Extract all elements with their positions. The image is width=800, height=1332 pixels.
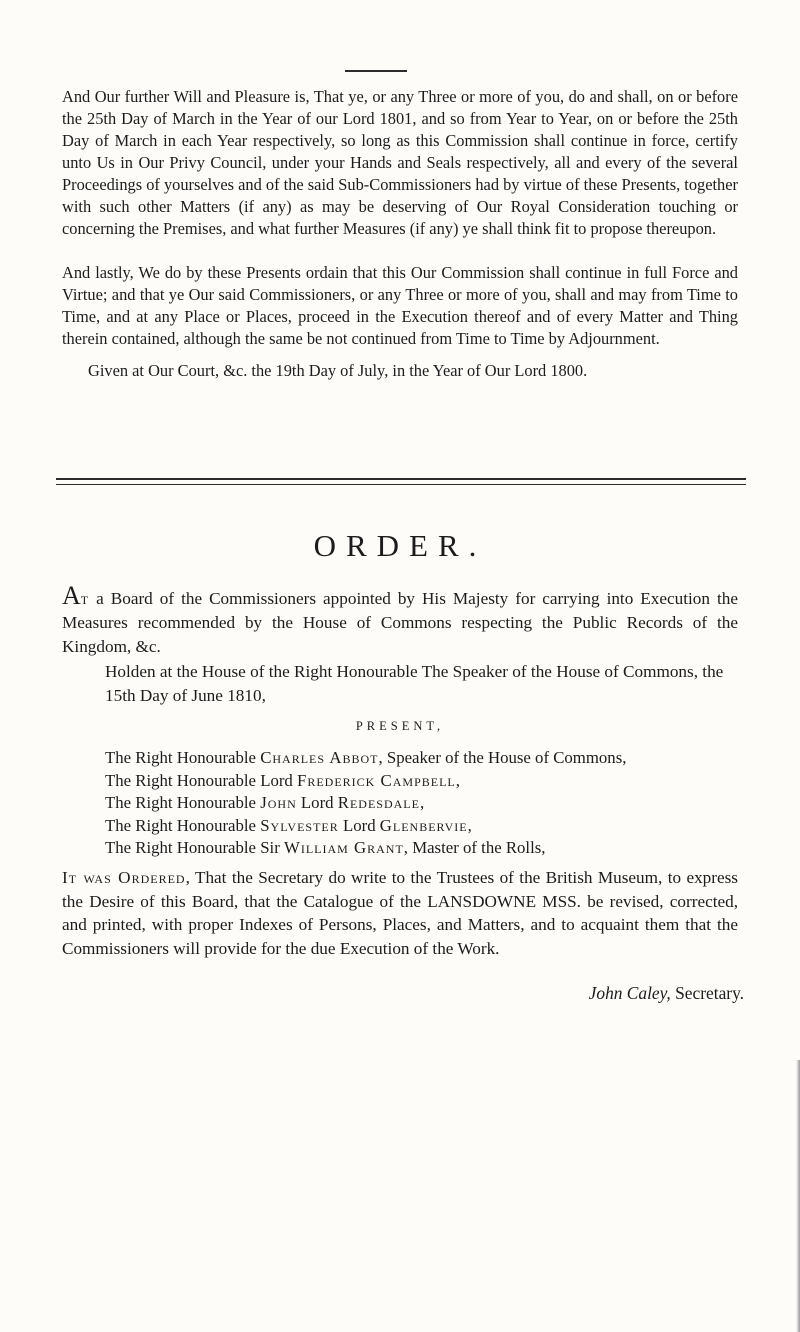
ordered-text: , That the Secretary do write to the Trustees of the British Museum, to express the Desire of this Board, that the Catalogue of the LANSDOWNE MSS. be revised, corrected, and printed, with proper Indexes of Persons, Places, and Matters, and to acquaint them that the Commissioners will provide for the due Execution of the Work. xyxy=(62,868,738,958)
member-name: Sylvester xyxy=(260,815,339,835)
holden-at-line: Holden at the House of the Right Honourable The Speaker of the House of Commons, the 15th Day of June 1810, xyxy=(105,662,724,705)
member-peerage: Glenbervie xyxy=(379,815,468,835)
commission-paragraph-1: And Our further Will and Pleasure is, That ye, or any Three or more of you, do and shall, on or before the 25th Day of March in the Year of our Lord 1801, and so from Year to Year, on or before the 25th Day of March in each Year respectively, so long as this Commission shall continue in force, certify unto Us in Our Privy Council, under your Hands and Seals respectively, all and every of the several Proceedings of yourselves and of the said Sub-Commissioners had by virtue of these Presents, together with such other Matters (if any) as may be deserving of Our Royal Consideration touching or concerning the Premises, and what further Measures (if any) ye shall think fit to propose thereupon. xyxy=(62,87,738,238)
member-prefix: The Right Honourable xyxy=(105,748,261,767)
members-present-list xyxy=(105,747,755,860)
member-suffix: , xyxy=(419,793,425,812)
member-suffix: , xyxy=(467,815,472,835)
member-prefix: The Right Honourable xyxy=(105,793,261,812)
signature-name: John Caley, xyxy=(588,983,671,1003)
drop-cap: A xyxy=(62,581,81,610)
present-heading: PRESENT, xyxy=(355,719,445,733)
member-name: Charles Abbot xyxy=(260,748,379,767)
member-title: Lord xyxy=(338,815,380,835)
member-line xyxy=(105,770,755,793)
page-edge-shadow xyxy=(796,1060,800,1332)
order-resolution-paragraph xyxy=(62,866,738,960)
member-line xyxy=(105,792,755,815)
signature-title: Secretary. xyxy=(670,983,744,1003)
member-name: Frederick Campbell xyxy=(297,770,456,790)
member-name: John xyxy=(260,793,297,812)
opening-text: a Board of the Commissioners appointed by His Majesty for carrying into Execution the Measures recommended by the House of Commons respecting the Public Records of the Kingdom, &c. xyxy=(62,589,738,656)
member-line xyxy=(105,837,755,860)
top-rule xyxy=(345,70,407,72)
commission-paragraph-2: And lastly, We do by these Presents ordain that this Our Commission shall continue in full Force and Virtue; and that ye Our said Commissioners, or any Three or more of you, shall and may from Time to Time, and at any Place or Places, proceed in the Execution thereof and of every Matter and Thing therein contained, although the same be not continued from Time to Time by Adjournment. xyxy=(62,263,738,348)
member-prefix: The Right Honourable xyxy=(105,815,261,835)
member-suffix: , Master of the Rolls, xyxy=(403,838,546,857)
order-opening-paragraph xyxy=(62,581,738,659)
opening-smallcaps: t xyxy=(80,589,90,608)
member-title: Lord xyxy=(296,793,338,812)
section-divider xyxy=(56,478,746,485)
member-suffix: , xyxy=(455,770,460,790)
member-name: William Grant xyxy=(283,838,404,857)
member-peerage: Redesdale xyxy=(337,793,420,812)
member-prefix: The Right Honourable Sir xyxy=(105,838,284,857)
member-line xyxy=(105,747,755,770)
secretary-signature xyxy=(589,983,744,1004)
member-prefix: The Right Honourable Lord xyxy=(105,770,298,790)
member-suffix: , Speaker of the House of Commons, xyxy=(378,748,627,767)
ordered-lead: It was Ordered xyxy=(62,868,186,887)
given-at-court-line: Given at Our Court, &c. the 19th Day of July, in the Year of Our Lord 1800. xyxy=(88,361,588,380)
order-title: ORDER. xyxy=(313,528,487,563)
member-line xyxy=(105,815,755,838)
